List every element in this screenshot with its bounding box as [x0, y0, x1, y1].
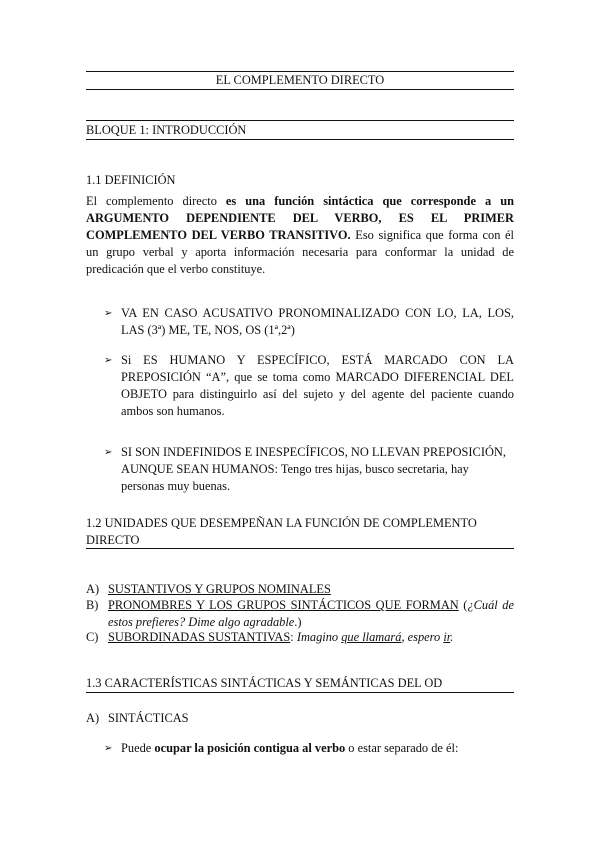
definition-bold: es una función sintáctica que corresponde a un ARGUMENTO DEPENDIENTE DEL VERBO, ES EL PRIMER COMPLEMENTO DEL VERBO TRANSITIVO. [86, 194, 514, 242]
list-item: B) PRONOMBRES Y LOS GRUPOS SINTÁCTICOS QUE FORMAN (¿Cuál de estos prefieres? Dime algo agradable.) [86, 598, 514, 629]
subsection-label: SINTÁCTICAS [108, 711, 189, 725]
block-heading: BLOQUE 1: INTRODUCCIÓN [86, 123, 247, 137]
definition-intro: El complemento directo [86, 194, 226, 208]
list-letter: A) [86, 711, 100, 725]
arrow-bullet-icon: ➢ [104, 355, 113, 366]
bullet-text: Puede ocupar la posición contigua al verbo o estar separado de él: [121, 741, 459, 755]
section-heading-unidades: 1.2 UNIDADES QUE DESEMPEÑAN LA FUNCIÓN DE COMPLEMENTO DIRECTO [86, 516, 477, 547]
list-item [86, 581, 514, 598]
example-underlined: ir [443, 630, 451, 644]
list-label: PRONOMBRES Y LOS GRUPOS SINTÁCTICOS QUE FORMAN [108, 598, 459, 612]
section-heading-definicion: 1.1 DEFINICIÓN [86, 173, 176, 187]
list-label: SUSTANTIVOS Y GRUPOS NOMINALES [108, 582, 331, 596]
definition-paragraph [86, 193, 514, 278]
arrow-bullet-icon: ➢ [104, 743, 113, 754]
arrow-bullet-icon: ➢ [104, 447, 113, 458]
list-label: SUBORDINADAS SUSTANTIVAS [108, 630, 291, 644]
block-rule-top [86, 120, 514, 121]
section-heading-caracteristicas: 1.3 CARACTERÍSTICAS SINTÁCTICAS Y SEMÁNTICAS DEL OD [86, 676, 443, 690]
list-letter: A) [86, 582, 100, 596]
title-rule-bottom [86, 89, 514, 90]
definition-rest: Eso significa que forma con él un grupo verbal y aporta información necesaria para conformar la unidad de predicación que el verbo constituye. [86, 228, 514, 276]
block-rule-bottom [86, 139, 514, 140]
arrow-bullet-icon: ➢ [104, 308, 113, 319]
example-text: ¿Cuál de estos prefieres? Dime algo agradable [108, 598, 514, 629]
list-letter: B) [86, 598, 99, 612]
page-title: EL COMPLEMENTO DIRECTO [215, 73, 385, 87]
bullet-text: VA EN CASO ACUSATIVO PRONOMINALIZADO CON LO, LA, LOS, LAS (3ª) ME, TE, NOS, OS (1ª,2ª) [121, 306, 514, 337]
subsection-heading [86, 710, 189, 727]
example-underlined: que llamará [341, 630, 402, 644]
list-letter: C) [86, 630, 99, 644]
list-item: C) SUBORDINADAS SUSTANTIVAS: Imagino que llamará, espero ir. [86, 630, 454, 644]
bullet-text: SI SON INDEFINIDOS E INESPECÍFICOS, NO LLEVAN PREPOSICIÓN, AUNQUE SEAN HUMANOS: Tengo tres hijas, busco secretaria, hay personas muy buenas. [121, 445, 506, 493]
section-rule [86, 692, 514, 693]
bullet-text: Si ES HUMANO Y ESPECÍFICO, ESTÁ MARCADO CON LA PREPOSICIÓN “A”, que se toma como MARCADO DIFERENCIAL DEL OBJETO para distinguirlo así del sujeto y del agente del paciente cuando ambos son humanos. [121, 353, 514, 418]
section-rule [86, 548, 514, 549]
